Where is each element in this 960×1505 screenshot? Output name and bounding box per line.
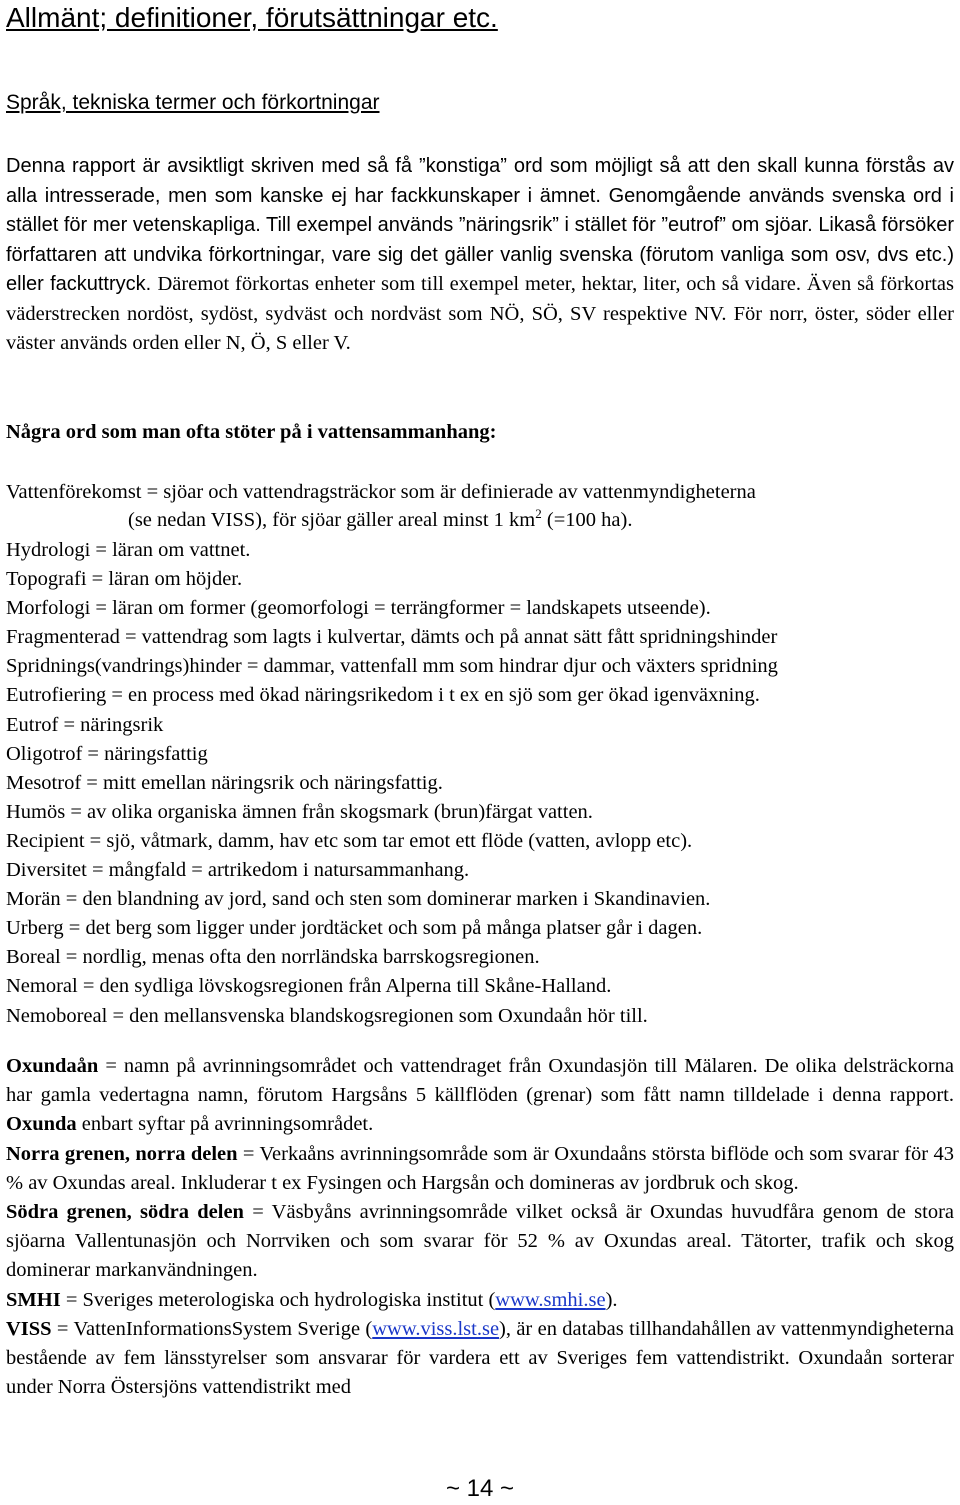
- intro-sentence: Genomgående används svenska ord i stället för mer vetenskapliga. Till exempel används ”näringsrik” i stället för ”eutrof” om sjöar.: [6, 184, 954, 236]
- definition-item: Eutrof = näringsrik: [6, 713, 164, 736]
- smhi-link[interactable]: www.smhi.se: [495, 1288, 606, 1311]
- definition-item: Urberg = det berg som ligger under jordtäcket och som på många platser går i dagen.: [6, 917, 703, 940]
- definition-item: Nemoral = den sydliga lövskogsregionen från Alperna till Skåne-Halland.: [6, 975, 612, 998]
- definition-item: Topografi = läran om höjder.: [6, 568, 243, 591]
- viss-link[interactable]: www.viss.lst.se: [372, 1317, 500, 1340]
- definitions-list: [6, 536, 778, 1031]
- definition-vattenforekomst-cont: (se nedan VISS), för sjöar gäller areal minst 1 $km^2$ (=100 ha).: [128, 506, 633, 531]
- definition-sodra-grenen: Södra grenen, södra delen = Väsbyåns avrinningsområde vilket också är Oxundas huvudfåra genom de stora sjöarna Vallentunasjön och Norrviken och som svarar för 52 % av Oxundas areal. Tätorter, trafik och skog dominerar markanvändningen.: [6, 1201, 954, 1282]
- area-definitions: [6, 1052, 954, 1402]
- definition-smhi: SMHI = Sveriges meterologiska och hydrologiska institut (www.smhi.se).: [6, 1288, 618, 1311]
- definition-item: Boreal = nordlig, menas ofta den norrländska barrskogsregionen.: [6, 946, 540, 969]
- definition-item: Spridnings(vandrings)hinder = dammar, vattenfall mm som hindrar djur och växters spridning: [6, 655, 778, 678]
- definition-item: Morfologi = läran om former (geomorfologi = terrängformer = landskapets utseende).: [6, 597, 711, 620]
- definition-norra-grenen: Norra grenen, norra delen = Verkaåns avrinningsområde som är Oxundaåns största biflöde och som svarar för 43 % av Oxundas areal. Inkluderar t ex Fysingen och Hargsån och domineras av jordbruk och skog.: [6, 1142, 954, 1194]
- page-title: Allmänt; definitioner, förutsättningar etc.: [6, 2, 498, 33]
- definition-oxundaan: Oxundaån = namn på avrinningsområdet och vattendraget från Oxundasjön till Mälaren. De olika delsträckorna har gamla vedertagna namn, förutom Hargsåns 5 källflöden (grenar) som fått namn tilldelade i denna rapport. Oxunda enbart syftar på avrinningsområdet.: [6, 1055, 954, 1136]
- intro-sentence: Likaså försöker författaren att undvika förkortningar, vare sig det gäller vanlig svenska (förutom vanliga som osv, dvs etc.) eller fackuttryck.: [6, 214, 954, 295]
- page-number: ~ 14 ~: [445, 1475, 515, 1502]
- definition-viss: VISS = VattenInformationsSystem Sverige (www.viss.lst.se), är en databas tillhandahållen av vattenmyndigheterna bestående av fem länsstyrelser som ansvarar för vardera ett av Sveriges fem vattendistrikt. Oxundaån sorterar under Norra Östersjöns vattendistrikt med: [6, 1317, 954, 1399]
- definition-item: Oligotrof = näringsfattig: [6, 742, 208, 765]
- definition-item: Diversitet = mångfald = artrikedom i natursammanhang.: [6, 859, 470, 882]
- definition-item: Recipient = sjö, våtmark, damm, hav etc som tar emot ett flöde (vatten, avlopp etc).: [6, 829, 693, 852]
- words-heading: Några ord som man ofta stöter på i vattensammanhang:: [6, 421, 497, 443]
- intro-sentence: Denna rapport är avsiktligt skriven med så få ”konstiga” ord som möjligt så att den skall kunna förstås av alla intresserade, men som kanske ej har fackkunskaper i ämnet.: [6, 155, 954, 207]
- definition-item: Morän = den blandning av jord, sand och sten som dominerar marken i Skandinavien.: [6, 888, 711, 911]
- definition-item: Fragmenterad = vattendrag som lagts i kulvertar, dämts och på annat sätt fått spridningshinder: [6, 626, 778, 649]
- definition-item: Hydrologi = läran om vattnet.: [6, 539, 251, 561]
- intro-paragraph: [6, 152, 954, 359]
- definition-vattenforekomst: Vattenförekomst = sjöar och vattendragsträckor som är definierade av vattenmyndigheterna: [6, 481, 756, 503]
- definition-item: Mesotrof = mitt emellan näringsrik och näringsfattig.: [6, 771, 443, 794]
- definition-item: Eutrofiering = en process med ökad näringsrikedom i t ex en sjö som ger ökad igenväxning.: [6, 684, 760, 707]
- definition-item: Humös = av olika organiska ämnen från skogsmark (brun)färgat vatten.: [6, 800, 593, 823]
- section-subtitle: Språk, tekniska termer och förkortningar: [6, 91, 380, 114]
- intro-sentence: Däremot förkortas enheter som till exempel meter, hektar, liter, och så vidare. Även så förkortas väderstrecken nordöst, sydöst, sydväst och nordväst som NÖ, SÖ, SV respektive NV. För norr, öster, söder eller väster används orden eller N, Ö, S eller V.: [6, 273, 955, 354]
- definition-item: Nemoboreal = den mellansvenska blandskogsregionen som Oxundaån hör till.: [6, 1004, 648, 1027]
